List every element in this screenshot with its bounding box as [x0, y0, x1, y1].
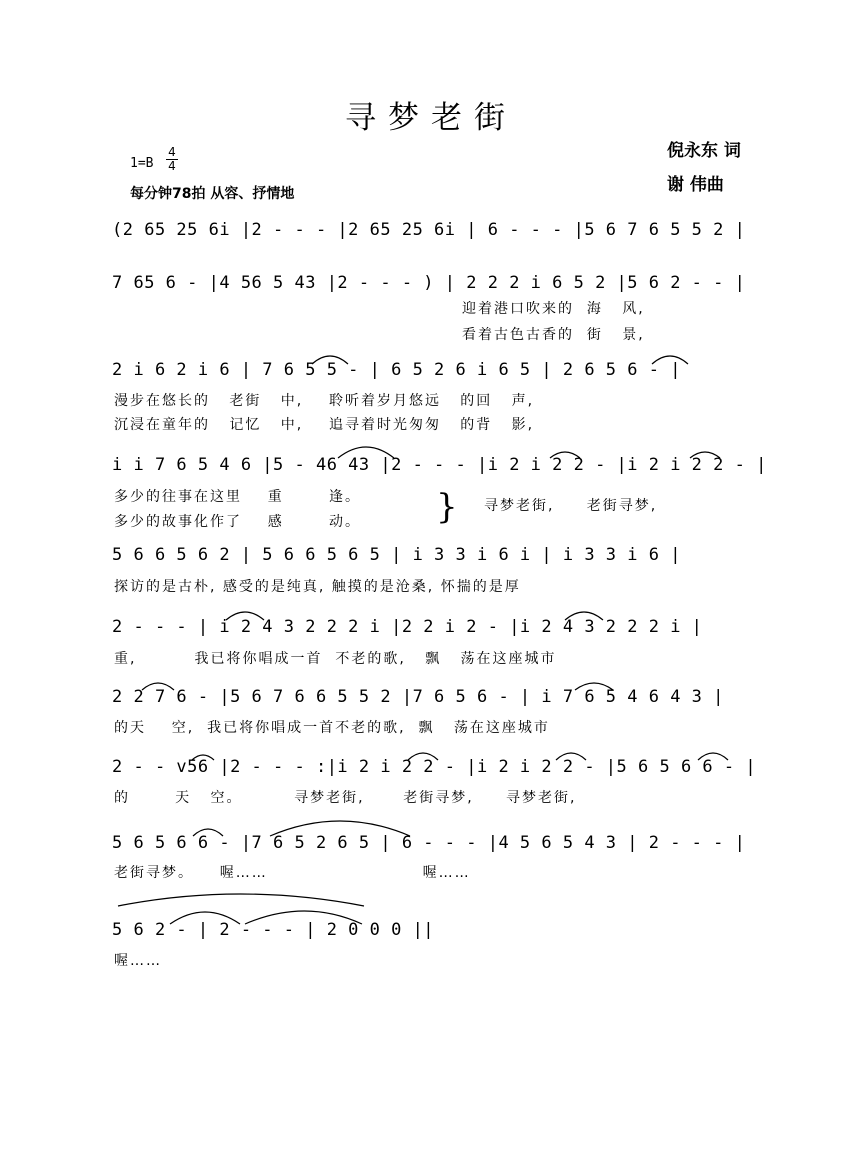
chorus-lyric-line: 寻梦老街, 老街寻梦,: [484, 498, 658, 514]
lyric-line-10: 的 天 空。 寻梦老街, 老街寻梦, 寻梦老街,: [114, 790, 577, 806]
lyric-line-7: 探访的是古朴, 感受的是纯真, 触摸的是沧桑, 怀揣的是厚: [114, 579, 521, 595]
score-line-6: 2 - - - | i 2 4 3 2 2 2 i |2 2 i 2 - |i 2 4 3 2 2 2 i |: [112, 617, 703, 637]
score-line-1: (2 65 25 6i |2 - - - |2 65 25 6i | 6 - - - |5 6 7 6 5 5 2 |: [112, 220, 746, 240]
tempo-marking: 每分钟78拍 从容、抒情地: [130, 186, 295, 202]
score-line-9: 5 6 5 6 6 - |7 6 5 2 6 5 | 6 - - - |4 5 6 5 4 3 | 2 - - - |: [112, 833, 746, 853]
lyric-line-6: 多少的故事化作了 感 动。: [114, 514, 361, 530]
score-line-4: i i 7 6 5 4 6 |5 - 46 43 |2 - - - |i 2 i 2 2 - |i 2 i 2 2 - |: [112, 455, 767, 475]
lyric-line-1: 迎着港口吹来的 海 风,: [462, 301, 645, 317]
time-signature: [166, 146, 178, 173]
composer-credit: 谢 伟曲: [667, 175, 724, 195]
lyricist-credit: 倪永东 词: [667, 141, 741, 161]
score-line-10: 5 6 2 - | 2 - - - | 2 0 0 0 ||: [112, 920, 435, 940]
score-line-7: 2 2 7 6 - |5 6 7 6 6 5 5 2 |7 6 5 6 - | i 7 6 5 4 6 4 3 |: [112, 687, 724, 707]
lyric-line-4: 沉浸在童年的 记忆 中, 追寻着时光匆匆 的背 影,: [114, 417, 535, 433]
score-line-8: 2 - - v56 |2 - - - :|i 2 i 2 2 - |i 2 i 2 2 - |5 6 5 6 6 - |: [112, 757, 757, 777]
score-line-5: 5 6 6 5 6 2 | 5 6 6 5 6 5 | i 3 3 i 6 i | i 3 3 i 6 |: [112, 545, 681, 565]
lyric-line-5: 多少的往事在这里 重 逢。: [114, 489, 361, 505]
lyric-line-3: 漫步在悠长的 老街 中, 聆听着岁月悠远 的回 声,: [114, 393, 535, 409]
slur-line10-a: [118, 894, 364, 906]
lyric-line-9: 的天 空, 我已将你唱成一首不老的歌, 飘 荡在这座城市: [114, 720, 550, 736]
lyric-line-11: 老街寻梦。 喔…… 喔……: [114, 865, 471, 881]
score-line-2: 7 65 6 - |4 56 5 43 |2 - - - ) | 2 2 2 i 6 5 2 |5 6 2 - - |: [112, 273, 746, 293]
lyric-line-12: 喔……: [114, 953, 162, 969]
lyric-line-8: 重, 我已将你唱成一首 不老的歌, 飘 荡在这座城市: [114, 651, 557, 667]
song-title: 寻梦老街: [345, 100, 517, 136]
time-signature-bottom: 4: [166, 159, 178, 173]
key-signature: 1=B: [130, 156, 154, 171]
score-line-3: 2 i 6 2 i 6 | 7 6 5 5 - | 6 5 2 6 i 6 5 | 2 6 5 6 - |: [112, 360, 681, 380]
lyric-line-2: 看着古色古香的 街 景,: [462, 327, 645, 343]
verse-brace: }: [436, 487, 458, 527]
time-signature-top: 4: [168, 145, 176, 159]
